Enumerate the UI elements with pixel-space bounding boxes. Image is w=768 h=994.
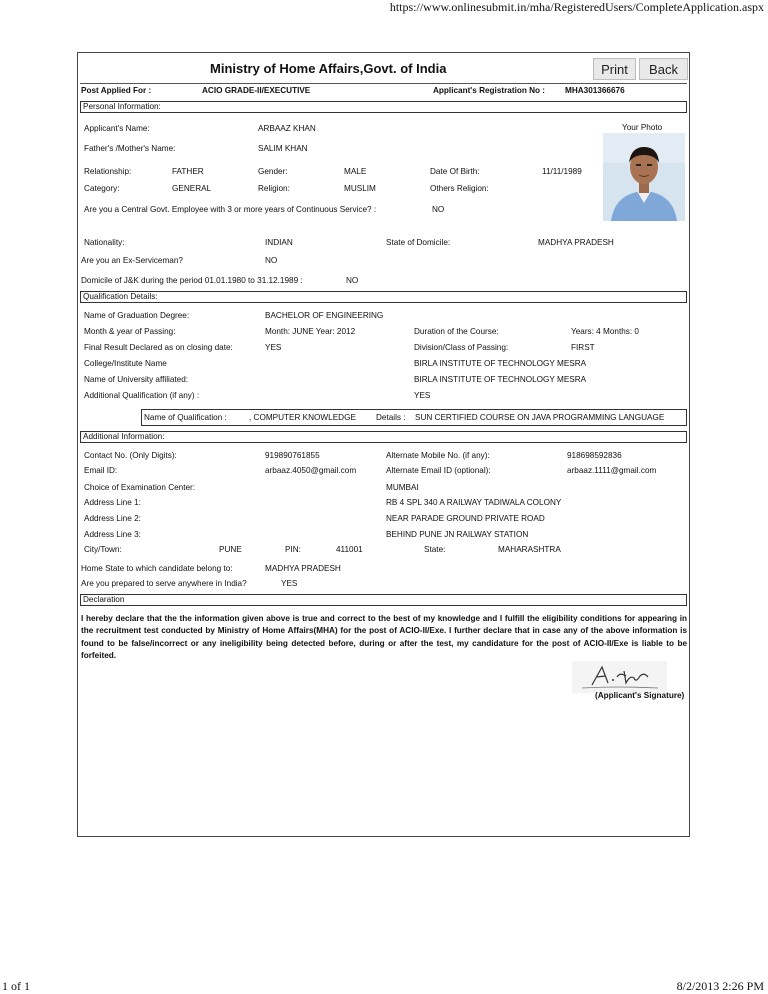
qualification-name-label: Name of Qualification : (144, 413, 227, 422)
applicant-name: ARBAAZ KHAN (258, 124, 316, 133)
city-value: PUNE (219, 545, 242, 554)
final-result-value: YES (265, 343, 282, 352)
dob-label: Date Of Birth: (430, 167, 480, 176)
declaration-section-header: Declaration (80, 594, 687, 606)
division-value: FIRST (571, 343, 595, 352)
qualification-name-value: , COMPUTER KNOWLEDGE (249, 413, 356, 422)
qualification-details-value: SUN CERTIFIED COURSE ON JAVA PROGRAMMING LANGUAGE (415, 413, 665, 422)
exam-center-value: MUMBAI (386, 483, 419, 492)
home-state-label: Home State to which candidate belong to: (81, 564, 233, 573)
personal-section-header: Personal Information: (80, 101, 687, 113)
back-button[interactable]: Back (639, 58, 688, 80)
page-title: Ministry of Home Affairs,Govt. of India (210, 61, 447, 76)
state-value: MAHARASHTRA (498, 545, 561, 554)
photo-label: Your Photo (622, 123, 663, 132)
exserviceman-label: Are you an Ex-Serviceman? (81, 256, 183, 265)
print-timestamp: 8/2/2013 2:26 PM (676, 979, 764, 993)
alt-email-value: arbaaz.1111@gmail.com (567, 466, 657, 475)
qualification-details-label: Details : (376, 413, 406, 422)
nationality-value: INDIAN (265, 238, 293, 247)
college-value: BIRLA INSTITUTE OF TECHNOLOGY MESRA (414, 359, 587, 368)
university-label: Name of University affiliated: (84, 375, 189, 384)
jk-domicile-value: NO (346, 276, 359, 285)
signature-label: (Applicant's Signature) (595, 691, 685, 700)
nationality-label: Nationality: (84, 238, 125, 247)
college-label: College/Institute Name (84, 359, 167, 368)
university-value: BIRLA INSTITUTE OF TECHNOLOGY MESRA (414, 375, 587, 384)
post-label: Post Applied For : (81, 86, 152, 95)
qualification-section-header: Qualification Details: (80, 291, 687, 303)
registration-value: MHA301366676 (565, 86, 625, 95)
print-button[interactable]: Print (593, 58, 636, 80)
division-label: Division/Class of Passing: (414, 343, 509, 352)
page-count: 1 of 1 (2, 979, 30, 993)
exam-center-label: Choice of Examination Center: (84, 483, 196, 492)
alt-mobile-value: 918698592836 (567, 451, 622, 460)
passing-value: Month: JUNE Year: 2012 (265, 327, 356, 336)
declaration-text: I hereby declare that the the information given above is true and correct to the best of my knowledge and I fulfill the eligibility conditions for appearing in the recruitment test conducted by Ministry of Home Affairs(MHA) for the post of ACIO-II/Exe. I further declare that in case any of the above information is found to be false/incorrect or any ineligibility being detected before, during or after the test, my candidature for the post of ACIO-II/Exe is liable to be forfeited. (81, 614, 687, 661)
address-line-1-value: RB 4 SPL 340 A RAILWAY TADIWALA COLONY (386, 498, 562, 507)
others-religion-label: Others Religion: (430, 184, 489, 193)
serve-anywhere-value: YES (281, 579, 298, 588)
pin-value: 411001 (336, 545, 363, 554)
degree-value: BACHELOR OF ENGINEERING (265, 311, 384, 320)
jk-domicile-label: Domicile of J&K during the period 01.01.1980 to 31.12.1989 : (81, 276, 303, 285)
divider (80, 83, 687, 84)
address-line-2-value: NEAR PARADE GROUND PRIVATE ROAD (386, 514, 545, 523)
qualification-detail-box (141, 409, 687, 426)
parent-name: SALIM KHAN (258, 144, 308, 153)
email-value: arbaaz.4050@gmail.com (265, 466, 357, 475)
final-result-label: Final Result Declared as on closing date: (84, 343, 233, 352)
degree-label: Name of Graduation Degree: (84, 311, 190, 320)
additional-qualification-label: Additional Qualification (if any) : (84, 391, 200, 400)
parent-name-label: Father's /Mother's Name: (84, 144, 176, 153)
passing-label: Month & year of Passing: (84, 327, 176, 336)
dob-value: 11/11/1989 (542, 167, 582, 176)
additional-section-header: Additional Information: (80, 431, 687, 443)
serve-anywhere-label: Are you prepared to serve anywhere in India? (81, 579, 247, 588)
relationship-label: Relationship: (84, 167, 132, 176)
address-line-1-label: Address Line 1: (84, 498, 141, 507)
address-line-3-label: Address Line 3: (84, 530, 141, 539)
category-label: Category: (84, 184, 120, 193)
city-label: City/Town: (84, 545, 122, 554)
additional-qualification-value: YES (414, 391, 431, 400)
application-form (77, 52, 690, 837)
gender-label: Gender: (258, 167, 288, 176)
relationship-value: FATHER (172, 167, 204, 176)
address-line-3-value: BEHIND PUNE JN RAILWAY STATION (386, 530, 529, 539)
alt-mobile-label: Alternate Mobile No. (if any): (386, 451, 490, 460)
post-value: ACIO GRADE-II/EXECUTIVE (202, 86, 311, 95)
alt-email-label: Alternate Email ID (optional): (386, 466, 491, 475)
home-state-value: MADHYA PRADESH (265, 564, 341, 573)
duration-label: Duration of the Course: (414, 327, 499, 336)
registration-label: Applicant's Registration No : (433, 86, 546, 95)
religion-label: Religion: (258, 184, 290, 193)
applicant-name-label: Applicant's Name: (84, 124, 150, 133)
category-value: GENERAL (172, 184, 212, 193)
duration-value: Years: 4 Months: 0 (571, 327, 639, 336)
contact-value: 919890761855 (265, 451, 320, 460)
gender-value: MALE (344, 167, 367, 176)
signature-image (572, 661, 667, 693)
page-url: https://www.onlinesubmit.in/mha/RegisteredUsers/CompleteApplication.aspx (389, 0, 764, 14)
pin-label: PIN: (285, 545, 301, 554)
email-label: Email ID: (84, 466, 118, 475)
govt-employee-question: Are you a Central Govt. Employee with 3 or more years of Continuous Service? : (84, 205, 377, 214)
religion-value: MUSLIM (344, 184, 376, 193)
applicant-photo (603, 133, 685, 221)
domicile-label: State of Domicile: (386, 238, 451, 247)
contact-label: Contact No. (Only Digits): (84, 451, 177, 460)
exserviceman-value: NO (265, 256, 278, 265)
state-label: State: (424, 545, 446, 554)
domicile-value: MADHYA PRADESH (538, 238, 614, 247)
govt-employee-answer: NO (432, 205, 445, 214)
address-line-2-label: Address Line 2: (84, 514, 141, 523)
